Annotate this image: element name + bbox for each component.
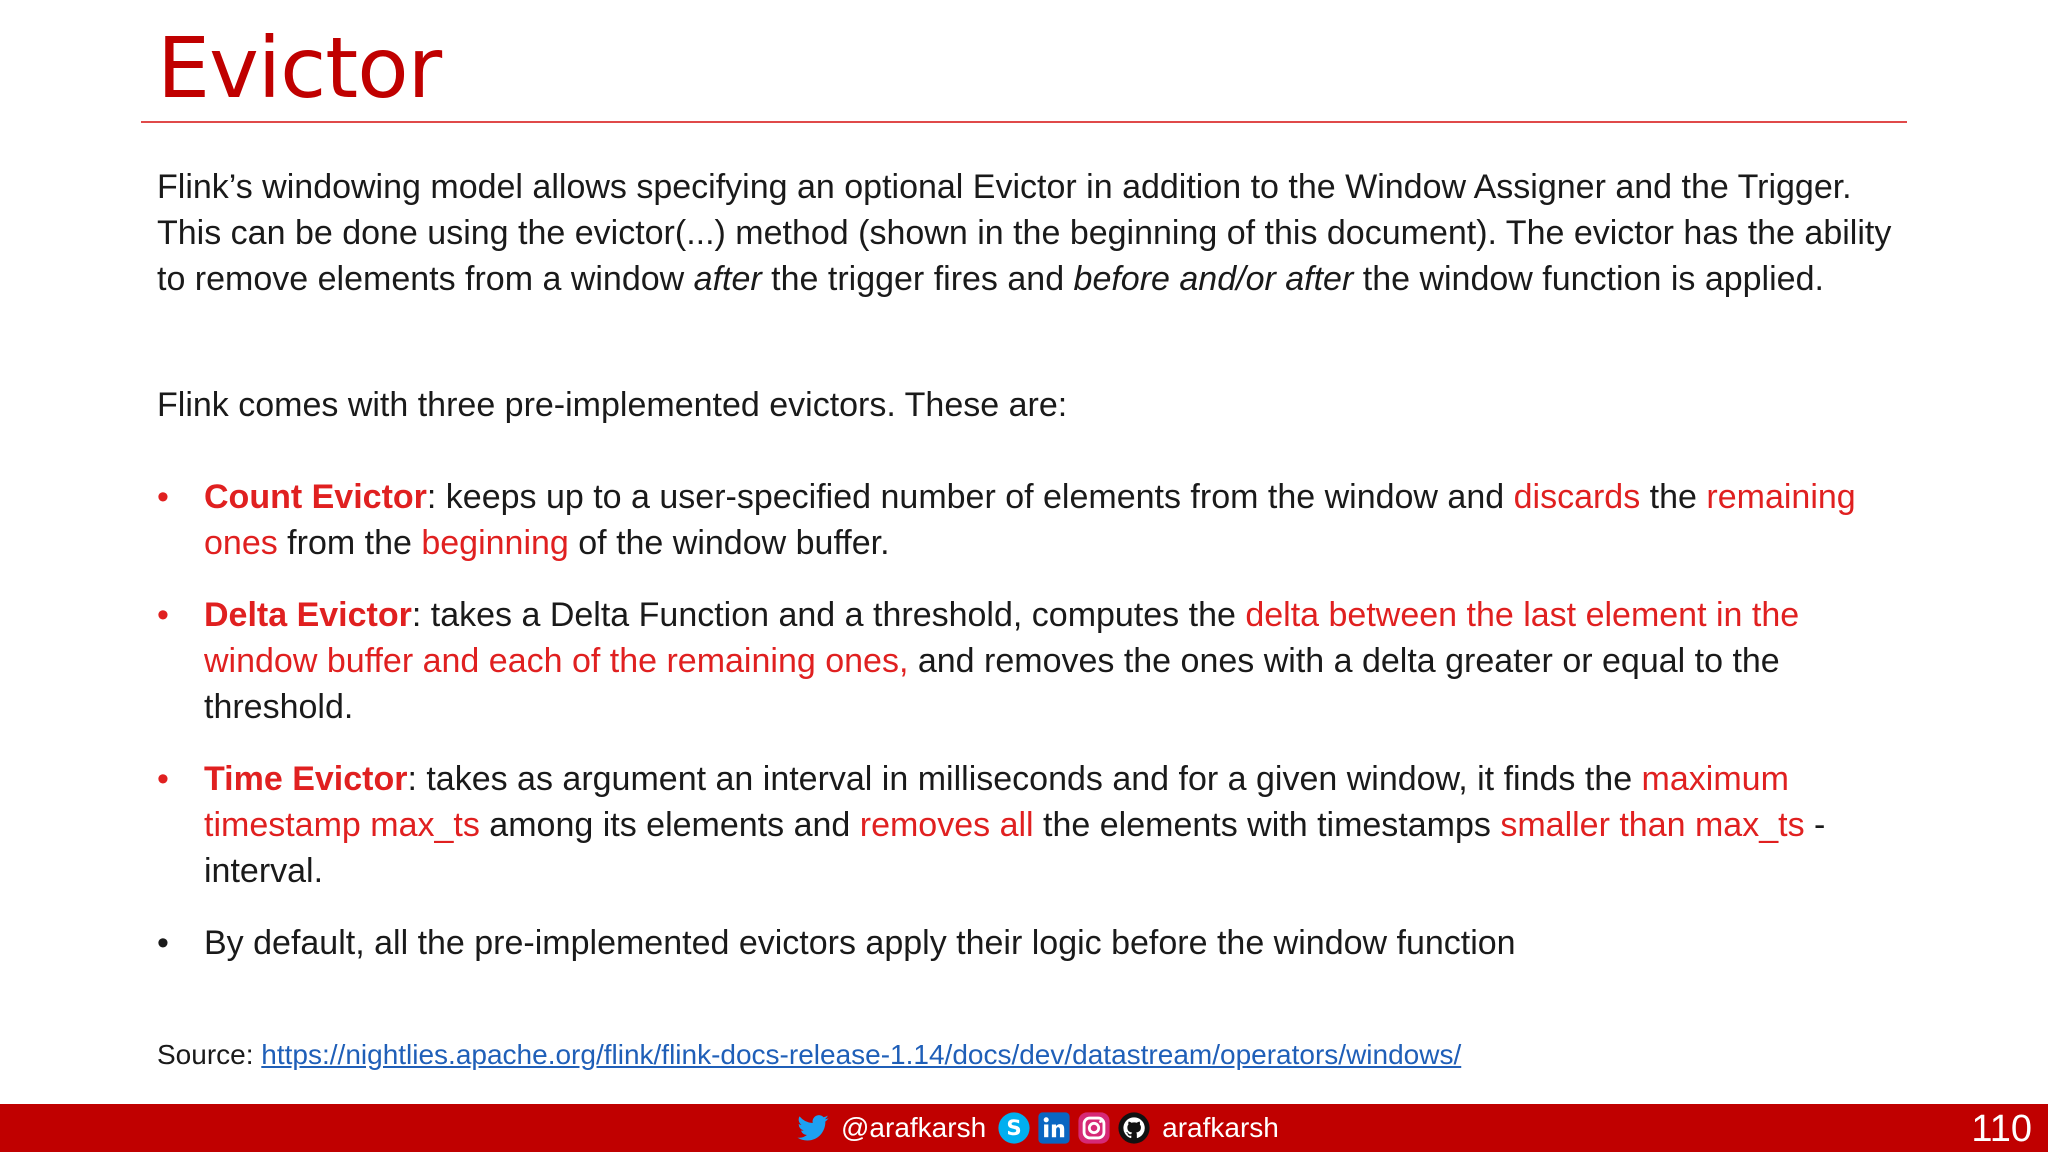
- highlight-smaller-than: smaller than max_ts: [1500, 806, 1805, 844]
- bullet-dot: •: [157, 924, 169, 962]
- bullet-segment: : takes a Delta Function and a threshold, computes the: [411, 596, 1246, 634]
- twitter-handle: @arafkarsh: [841, 1112, 987, 1143]
- intro-paragraph: [157, 164, 1897, 302]
- evictors-intro: Flink comes with three pre-implemented evictors. These are:: [157, 386, 1068, 424]
- linkedin-icon[interactable]: [1037, 1111, 1071, 1145]
- bullet-text: [204, 474, 1907, 566]
- svg-text:S: S: [1006, 1116, 1022, 1142]
- bullet-dot: •: [157, 478, 169, 516]
- highlight-removes-all: removes all: [859, 806, 1034, 844]
- source-line: [157, 1039, 1461, 1071]
- bullet-count-evictor: [157, 474, 1907, 566]
- bullet-dot: •: [157, 760, 169, 798]
- intro-text-2: the trigger fires and: [761, 260, 1074, 298]
- bullet-segment: and removes the ones with a delta greater or equal to the threshold.: [204, 642, 1780, 726]
- term-time-evictor: Time Evictor: [204, 760, 408, 798]
- bullet-text: [204, 592, 1907, 730]
- intro-text-3: the window function is applied.: [1353, 260, 1824, 298]
- bullet-segment: : keeps up to a user-specified number of elements from the window and: [426, 478, 1514, 516]
- social-handle: arafkarsh: [1162, 1112, 1279, 1143]
- bullet-segment: : takes as argument an interval in milliseconds and for a given window, it finds the: [407, 760, 1642, 798]
- footer-social: [793, 1110, 1287, 1146]
- bullet-segment: from the: [277, 524, 422, 562]
- bullet-text: [204, 756, 1907, 894]
- footer-bar: [0, 1104, 2048, 1152]
- highlight-remaining-ones: remaining ones: [204, 478, 1856, 562]
- term-delta-evictor: Delta Evictor: [204, 596, 412, 634]
- bullet-text: By default, all the pre-implemented evictors apply their logic before the window function: [204, 924, 1516, 962]
- highlight-discards: discards: [1513, 478, 1641, 516]
- title-divider: [141, 121, 1907, 123]
- term-count-evictor: Count Evictor: [204, 478, 427, 516]
- bullet-delta-evictor: [157, 592, 1907, 730]
- source-link[interactable]: https://nightlies.apache.org/flink/flink-docs-release-1.14/docs/dev/datastream/operators/windows/: [261, 1039, 1462, 1070]
- highlight-max-timestamp: maximum timestamp max_ts: [204, 760, 1789, 844]
- page-number: 110: [1971, 1108, 2032, 1150]
- bullet-dot: •: [157, 596, 169, 634]
- bullet-default-note: [157, 920, 1907, 966]
- intro-emphasis-after: after: [693, 260, 762, 298]
- highlight-delta: delta between the last element in the window buffer and each of the remaining ones,: [204, 596, 1800, 680]
- twitter-icon[interactable]: [796, 1111, 830, 1145]
- intro-text-1: Flink’s windowing model allows specifying an optional Evictor in addition to the Window Assigner and the Trigger. This can be done using the evictor(...) method (shown in the beginning of this document). The evictor has the ability to remove elements from a window: [157, 168, 1892, 298]
- bullet-segment: the: [1640, 478, 1707, 516]
- github-icon[interactable]: [1117, 1111, 1151, 1145]
- intro-emphasis-before-after: before and/or after: [1073, 260, 1354, 298]
- instagram-icon[interactable]: [1077, 1111, 1111, 1145]
- bullet-segment: - interval.: [204, 806, 1826, 890]
- bullet-segment: among its elements and: [479, 806, 860, 844]
- slide-title: Evictor: [157, 19, 442, 117]
- skype-icon[interactable]: [997, 1111, 1031, 1145]
- bullet-segment: the elements with timestamps: [1033, 806, 1501, 844]
- bullet-time-evictor: [157, 756, 1907, 894]
- bullet-segment: of the window buffer.: [568, 524, 890, 562]
- source-label: Source:: [157, 1039, 262, 1070]
- highlight-beginning: beginning: [421, 524, 569, 562]
